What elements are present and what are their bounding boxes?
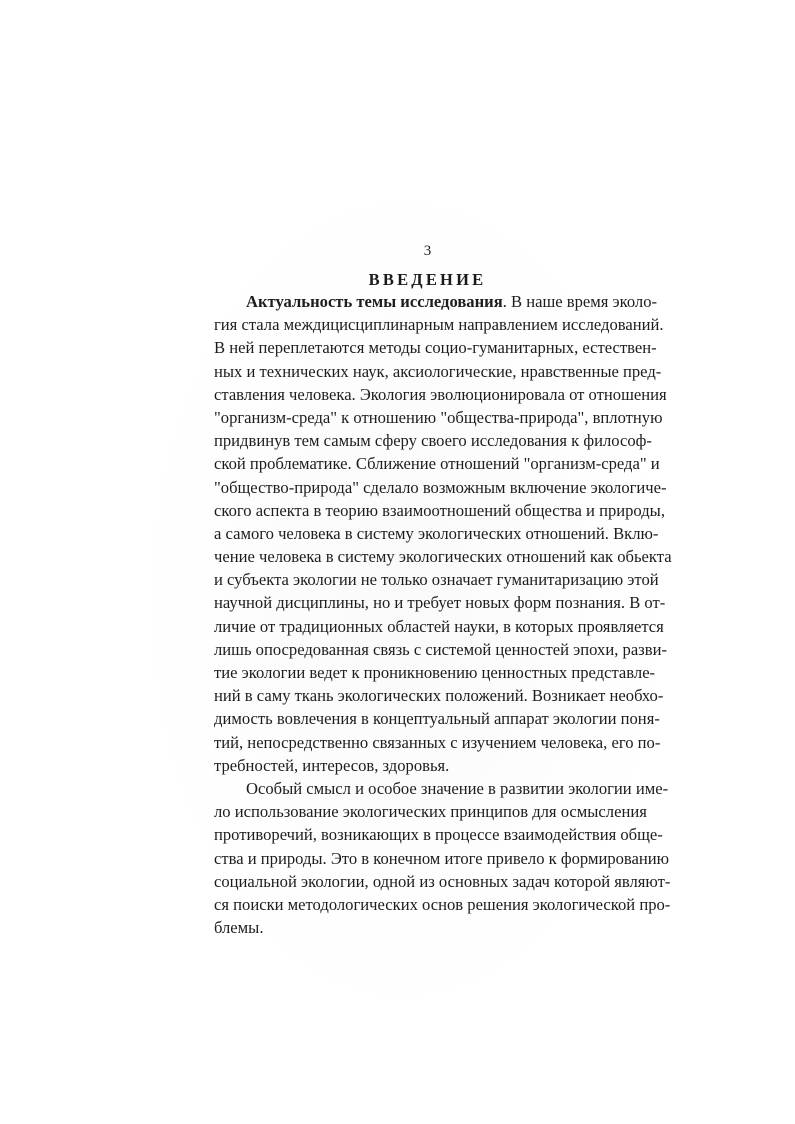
text-line: и субъекта экологии не только означает гуманитаризацию этой: [214, 570, 659, 590]
text-line: социальной экологии, одной из основных задач которой являют-: [214, 871, 671, 891]
text-line: димость вовлечения в концептуальный аппарат экологии поня-: [214, 709, 660, 729]
page-number: 3: [423, 243, 432, 259]
text-line: придвинув тем самым сферу своего исследования к философ-: [214, 431, 652, 451]
text-line: ского аспекта в теорию взаимоотношений общества и природы,: [214, 500, 665, 520]
text-line: лишь опосредованная связь с системой ценностей эпохи, разви-: [214, 639, 667, 659]
text-line: ской проблематике. Сближение отношений "организм-среда" и: [214, 454, 660, 474]
text-line: чение человека в систему экологических отношений как обьекта: [214, 547, 672, 567]
text-line: ства и природы. Это в конечном итоге привело к формированию: [214, 848, 670, 868]
text-line: научной дисциплины, но и требует новых форм познания. В от-: [214, 593, 666, 613]
text-line: "организм-среда" к отношению "общества-природа", вплотную: [214, 407, 663, 427]
paragraph-lead: Актуальность темы исследования: [246, 292, 503, 311]
text-line: "общество-природа" сделало возможным включение экологиче-: [214, 477, 667, 497]
text-line: гия стала междицисциплинарным направлением исследований.: [214, 315, 664, 335]
text-line: а самого человека в систему экологических отношений. Вклю-: [214, 523, 659, 543]
text-line: ся поиски методологических основ решения экологической про-: [214, 894, 671, 914]
text-line: личие от традиционных областей науки, в которых проявляется: [214, 616, 664, 636]
text-line: В ней переплетаются методы социо-гуманитарных, естествен-: [214, 338, 657, 358]
text-line: ных и технических наук, аксиологические, нравственные пред-: [214, 361, 662, 381]
body-text: [214, 290, 672, 939]
text-line: противоречий, возникающих в процессе взаимодействия обще-: [214, 825, 663, 845]
text-line: блемы.: [214, 918, 264, 938]
text-line: требностей, интересов, здоровья.: [214, 755, 450, 775]
text-line: тие экологии ведет к проникновению ценностных представле-: [214, 663, 656, 682]
paragraph-1-line-1: Актуальность темы исследования. В наше время эколо-: [246, 292, 658, 311]
text-line: тий, непосредственно связанных с изучением человека, его по-: [214, 732, 661, 752]
text-line: ло использование экологических принципов для осмысления: [214, 802, 647, 822]
paragraph-2-line-1: Особый смысл и особое значение в развитии экологии име-: [246, 778, 669, 798]
text-line: ставления человека. Экология эволюционировала от отношения: [214, 384, 667, 404]
page-heading: ВВЕДЕНИЕ: [368, 270, 487, 289]
text-line: ний в саму ткань экологических положений. Возникает необхо-: [214, 686, 664, 706]
